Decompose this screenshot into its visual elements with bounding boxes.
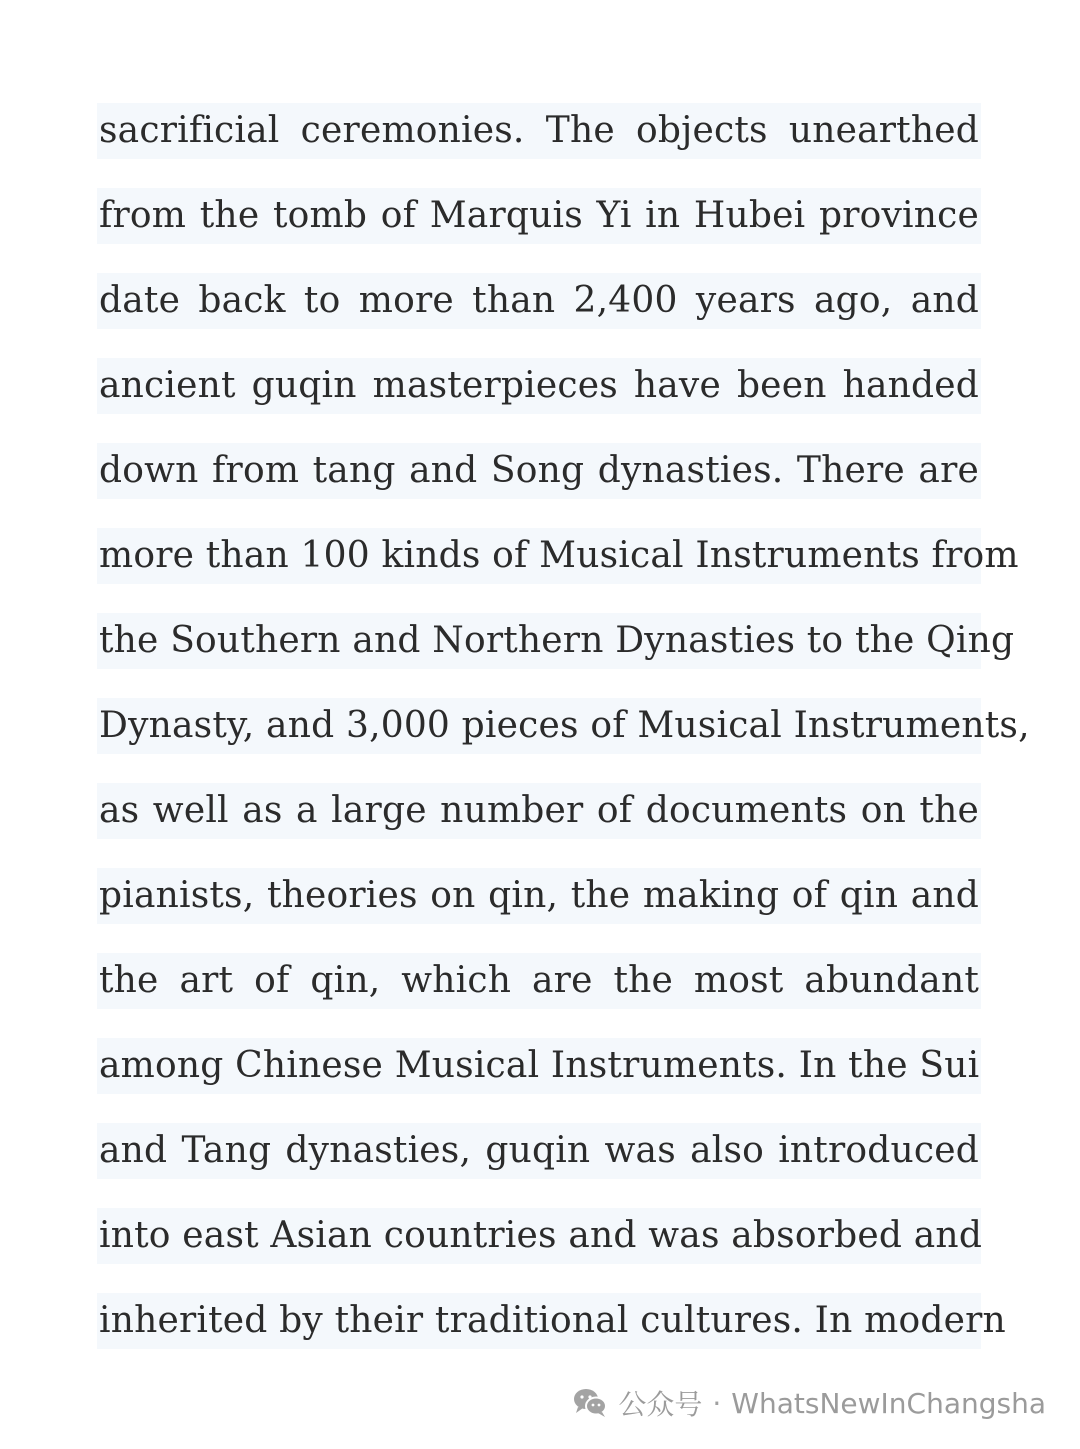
text-line-content: down from tang and Song dynasties. There are <box>97 443 981 499</box>
text-line <box>97 513 1019 598</box>
text-line-content: ancient guqin masterpieces have been handed <box>97 358 981 414</box>
text-line-content: among Chinese Musical Instruments. In the Sui <box>97 1038 981 1094</box>
text-line <box>97 1108 997 1193</box>
text-line-content: more than 100 kinds of Musical Instruments from <box>97 528 981 584</box>
text-line <box>97 173 997 258</box>
watermark-account: WhatsNewInChangsha <box>731 1386 1046 1420</box>
article-body <box>97 88 1030 1363</box>
text-line-content: Dynasty, and 3,000 pieces of Musical Instruments, <box>97 698 981 754</box>
text-line-content: and Tang dynasties, guqin was also introduced <box>97 1123 981 1179</box>
watermark-separator: · <box>712 1386 722 1420</box>
text-line <box>97 258 997 343</box>
watermark-platform: 公众号 <box>618 1388 703 1421</box>
text-line <box>97 768 997 853</box>
text-line <box>97 88 997 173</box>
text-line-content: inherited by their traditional cultures. In modern <box>97 1293 981 1349</box>
text-line <box>97 1193 997 1278</box>
text-line-content: the art of qin, which are the most abundant <box>97 953 981 1009</box>
text-line <box>97 598 1015 683</box>
text-line-content: into east Asian countries and was absorbed and <box>97 1208 981 1264</box>
text-line-content: pianists, theories on qin, the making of qin and <box>97 868 981 924</box>
text-line <box>97 683 1030 768</box>
text-line <box>97 938 997 1023</box>
text-line <box>97 343 997 428</box>
text-line-content: sacrificial ceremonies. The objects unearthed <box>97 103 981 159</box>
text-line-content: from the tomb of Marquis Yi in Hubei province <box>97 188 981 244</box>
watermark <box>572 1383 1046 1423</box>
text-line <box>97 428 997 513</box>
text-line <box>97 853 997 938</box>
text-line-content: date back to more than 2,400 years ago, and <box>97 273 981 329</box>
wechat-icon <box>572 1387 608 1419</box>
text-line <box>97 1278 1006 1363</box>
text-line-content: as well as a large number of documents on the <box>97 783 981 839</box>
text-line-content: the Southern and Northern Dynasties to the Qing <box>97 613 981 669</box>
text-line <box>97 1023 997 1108</box>
